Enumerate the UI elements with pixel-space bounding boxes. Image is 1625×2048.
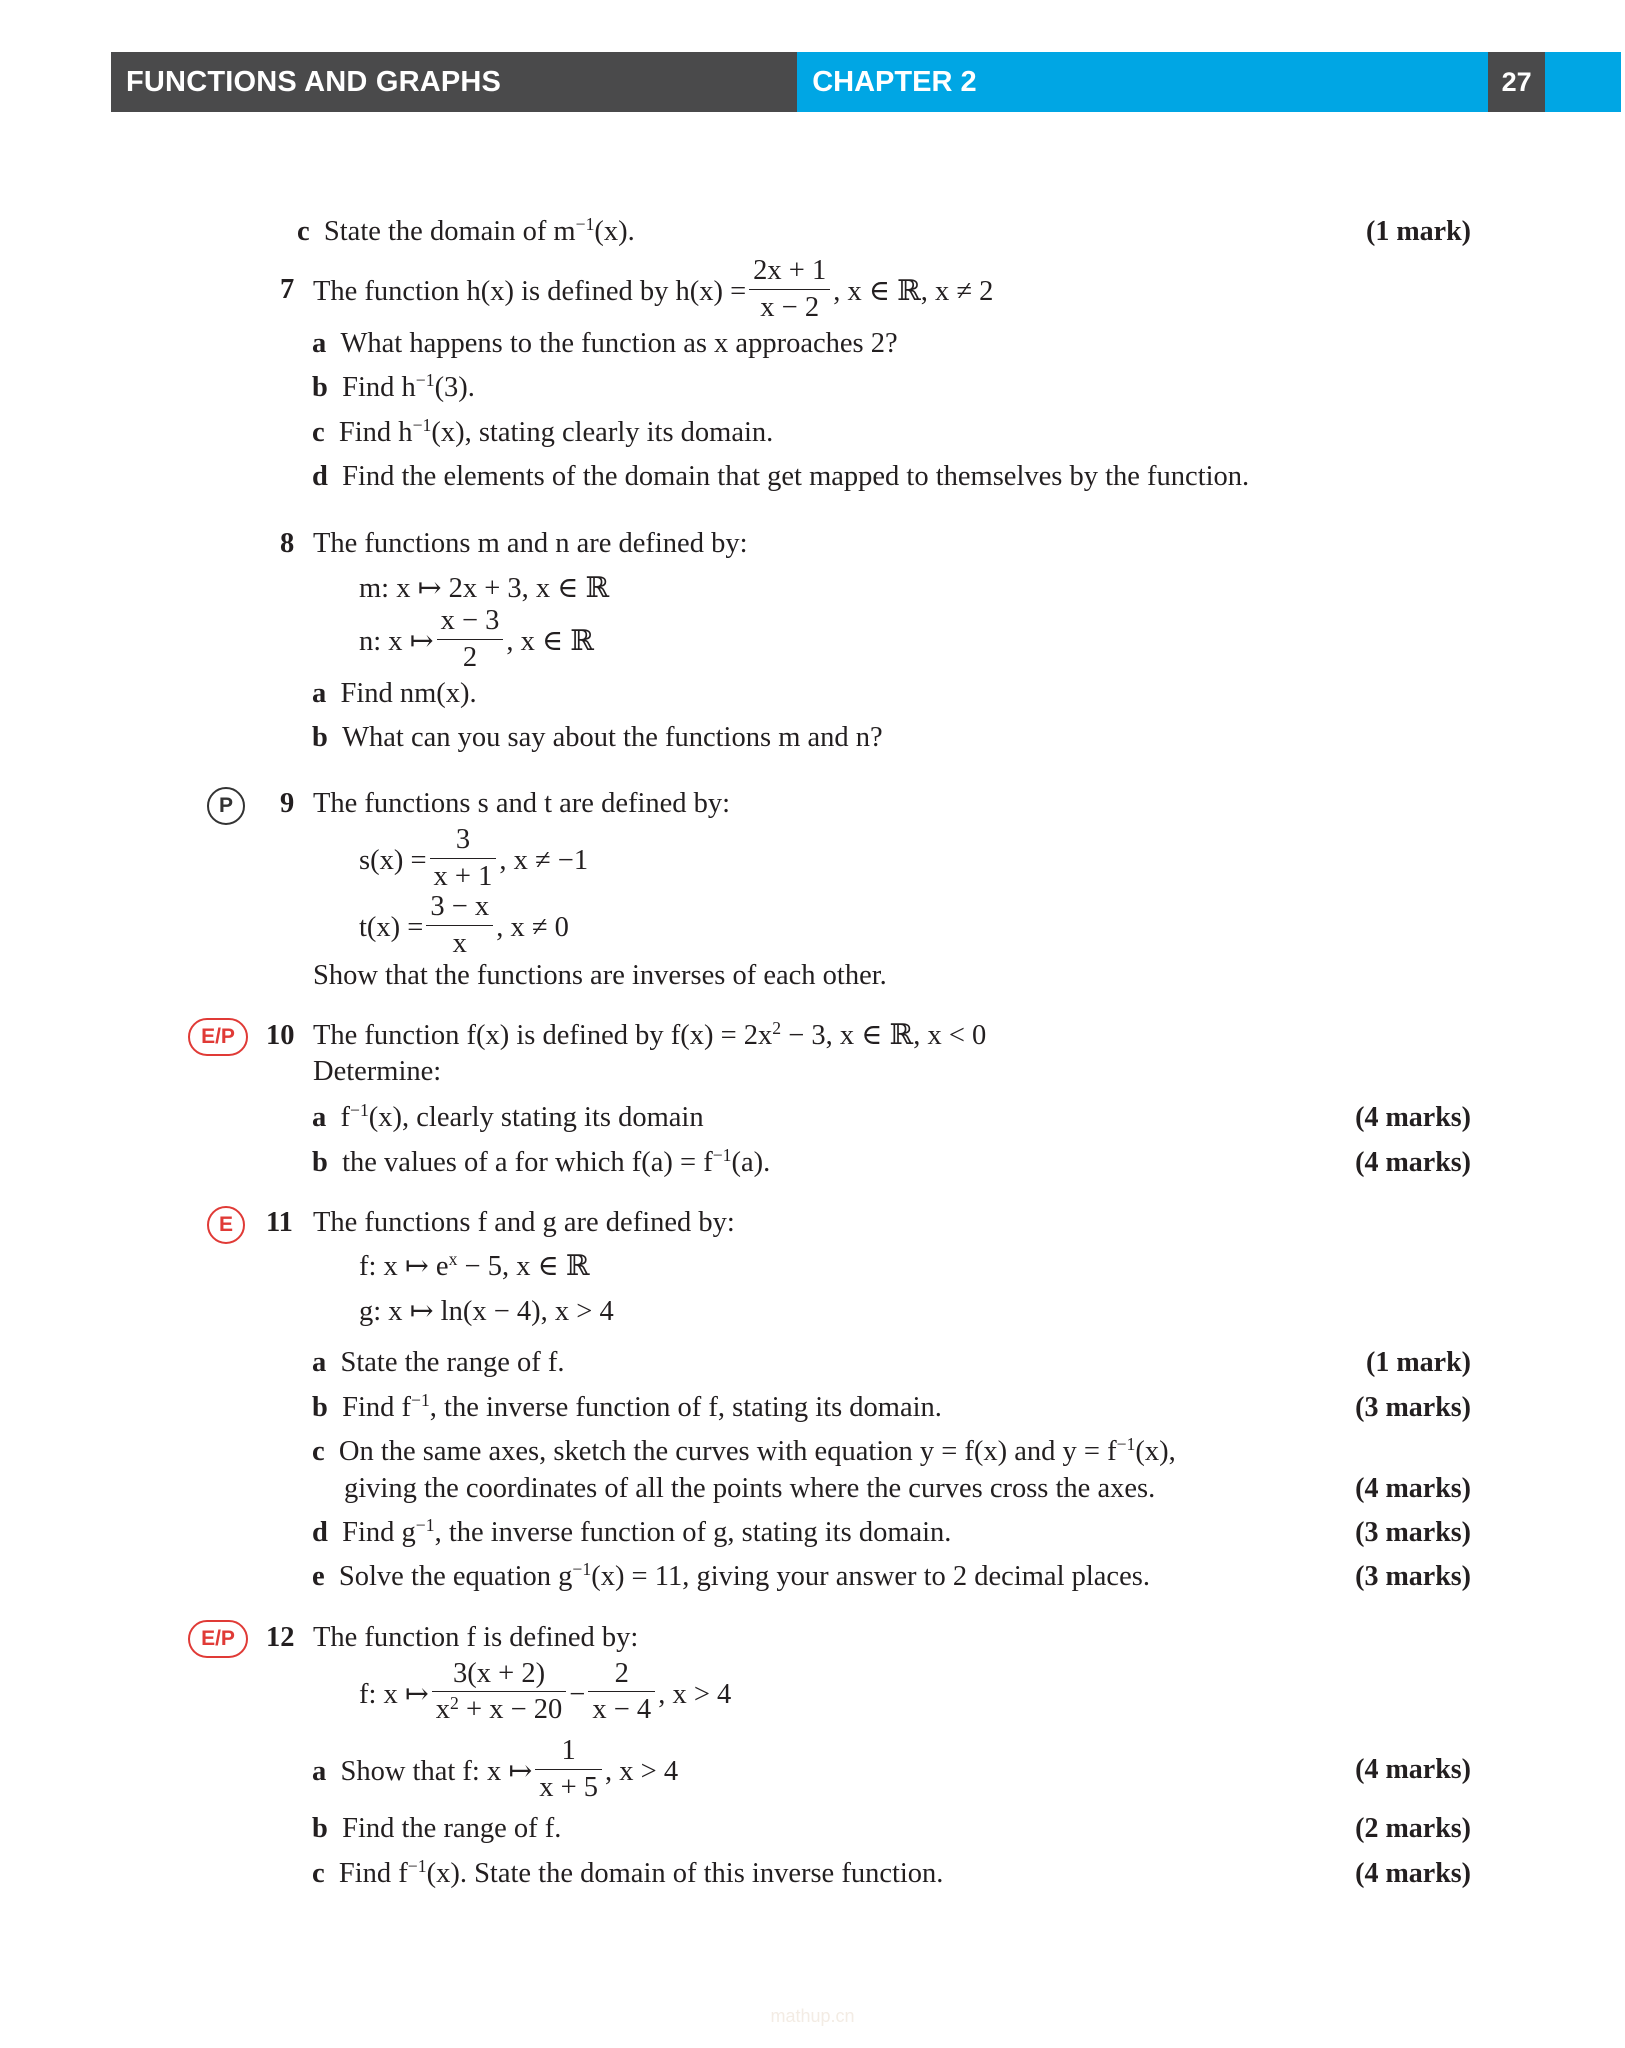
q8-part-a: a Find nm(x). <box>312 678 477 709</box>
q11d-marks: (3 marks) <box>1355 1517 1471 1548</box>
q12-fraction-1: $\frac{3(x + 2)}{x^2 + x - 20}$ <box>432 1660 566 1725</box>
page-header <box>111 52 1621 112</box>
q10-part-a: a $f^{-1}(x)$, clearly stating its domain <box>312 1100 704 1133</box>
q11-part-c-line2: giving the coordinates of all the points where the curves cross the axes. <box>344 1473 1156 1504</box>
watermark: mathup.cn <box>770 2006 855 2026</box>
exam-problem-badge: E/P <box>188 1018 248 1056</box>
q9-t-fraction: $\frac{3 - x}{x}$ <box>426 893 493 958</box>
q8-n-fraction: $\frac{x - 3}{2}$ <box>437 607 504 672</box>
q8-stem: The functions m and n are defined by: <box>313 528 748 559</box>
q10a-marks: (4 marks) <box>1355 1102 1471 1133</box>
q8-number: 8 <box>280 528 295 559</box>
q7-fraction: $\frac{2x + 1}{x - 2}$ <box>749 257 830 322</box>
chapter-label: CHAPTER 2 <box>797 52 1488 112</box>
q7-part-b: b Find $h^{-1}(3)$. <box>312 370 475 403</box>
q9-show: Show that the functions are inverses of each other. <box>313 960 887 991</box>
q12-number: 12 <box>266 1622 295 1653</box>
q11c-marks: (4 marks) <box>1355 1473 1471 1504</box>
q12-part-c: c Find $f^{-1}(x)$. State the domain of this inverse function. <box>312 1856 944 1889</box>
q11-stem: The functions f and g are defined by: <box>313 1207 735 1238</box>
q6-part-c: c State the domain of $m^{-1}(x)$. <box>297 214 635 247</box>
q8-part-b: b What can you say about the functions m and n? <box>312 722 883 753</box>
q7-part-a: a What happens to the function as x approaches 2? <box>312 328 898 359</box>
q12c-marks: (4 marks) <box>1355 1858 1471 1889</box>
page-number: 27 <box>1488 52 1545 112</box>
q7-part-c: c Find $h^{-1}(x)$, stating clearly its domain. <box>312 415 774 448</box>
q11-number: 11 <box>266 1207 293 1238</box>
q12a-fraction: $\frac{1}{x + 5}$ <box>535 1737 602 1802</box>
exam-badge: E <box>207 1206 245 1244</box>
q9-t-definition: t(x) = $\frac{3 - x}{x}$ , x ≠ 0 <box>359 891 569 959</box>
q12-fraction-2: $\frac{2}{x - 4}$ <box>588 1660 655 1725</box>
problem-solving-badge: P <box>207 787 245 825</box>
q10-stem: The function f(x) is defined by $f(x) = 2x^2 - 3$, x ∈ ℝ, x < 0 <box>313 1018 987 1051</box>
q11e-marks: (3 marks) <box>1355 1561 1471 1592</box>
q12-part-a: a Show that f: x ↦ $\frac{1}{x + 5}$ , x > 4 <box>312 1735 679 1803</box>
q12-stem: The function f is defined by: <box>313 1622 639 1653</box>
header-accent <box>1545 52 1621 112</box>
q10b-marks: (4 marks) <box>1355 1147 1471 1178</box>
q11-part-c-line1: c On the same axes, sketch the curves with equation y = f(x) and $y = f^{-1}(x)$, <box>312 1434 1176 1467</box>
q9-stem: The functions s and t are defined by: <box>313 788 731 819</box>
q10-number: 10 <box>266 1020 295 1051</box>
q11-part-a: a State the range of f. <box>312 1347 565 1378</box>
q9-s-definition: s(x) = $\frac{3}{x + 1}$ , x ≠ −1 <box>359 824 589 892</box>
q11-part-d: d Find $g^{-1}$, the inverse function of g, stating its domain. <box>312 1515 952 1548</box>
q9-number: 9 <box>280 788 295 819</box>
section-title: FUNCTIONS AND GRAPHS <box>111 52 797 112</box>
q8-m-definition: m: x ↦ 2x + 3, x ∈ ℝ <box>359 573 610 604</box>
q9-s-fraction: $\frac{3}{x + 1}$ <box>430 826 497 891</box>
q11b-marks: (3 marks) <box>1355 1392 1471 1423</box>
q7-number: 7 <box>280 274 295 305</box>
exam-problem-badge: E/P <box>188 1620 248 1658</box>
q12-f-definition: f: x ↦ $\frac{3(x + 2)}{x^2 + x - 20}$ − $\frac{2}{x - 4}$ , x > 4 <box>359 1657 732 1726</box>
q11-part-b: b Find $f^{-1}$, the inverse function of f, stating its domain. <box>312 1390 942 1423</box>
q8-n-definition: n: x ↦ $\frac{x - 3}{2}$ , x ∈ ℝ <box>359 605 594 673</box>
q10-part-b: b the values of a for which $f(a) = f^{-1}(a)$. <box>312 1145 771 1178</box>
q6c-marks: (1 mark) <box>1366 216 1471 247</box>
q12a-marks: (4 marks) <box>1355 1754 1471 1785</box>
q11-part-e: e Solve the equation $g^{-1}(x) = 11$, giving your answer to 2 decimal places. <box>312 1559 1150 1592</box>
q10-determine: Determine: <box>313 1056 442 1087</box>
q12b-marks: (2 marks) <box>1355 1813 1471 1844</box>
q11-g-definition: g: x ↦ ln(x − 4), x > 4 <box>359 1296 614 1327</box>
q7-stem: The function h(x) is defined by h(x) = $\frac{2x + 1}{x - 2}$ , x ∈ ℝ, x ≠ 2 <box>313 255 994 323</box>
q11-f-definition: f: x ↦ $e^x - 5$, x ∈ ℝ <box>359 1249 590 1282</box>
q12-part-b: b Find the range of f. <box>312 1813 562 1844</box>
q11a-marks: (1 mark) <box>1366 1347 1471 1378</box>
q7-part-d: d Find the elements of the domain that get mapped to themselves by the function. <box>312 461 1250 492</box>
